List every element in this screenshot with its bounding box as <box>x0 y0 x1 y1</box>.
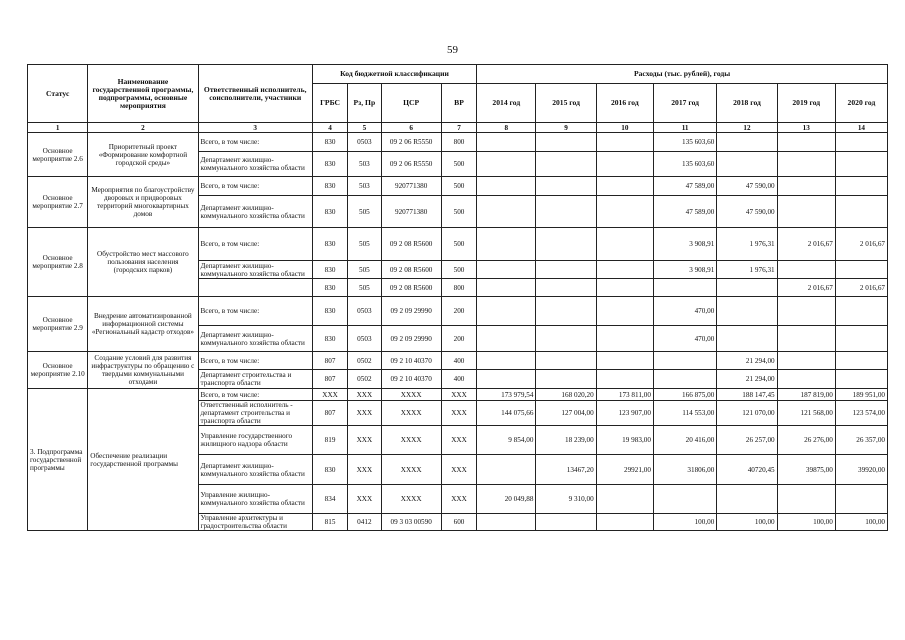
grbs-cell: 830 <box>312 455 347 485</box>
amount-cell <box>596 370 653 389</box>
amount-cell <box>536 261 596 279</box>
rzpr-cell: XXX <box>348 485 381 514</box>
executor-cell: Департамент жилищно-коммунального хозяйства области <box>198 326 312 352</box>
amount-cell <box>653 370 716 389</box>
header-code-col: ГРБС <box>312 84 347 123</box>
amount-cell: 21 294,00 <box>717 370 777 389</box>
amount-cell: 188 147,45 <box>717 389 777 401</box>
program-name-cell: Мероприятия по благоустройству дворовых и придворовых территорий многоквартирных домов <box>88 177 198 228</box>
amount-cell: 100,00 <box>653 514 716 531</box>
column-number: 13 <box>777 123 835 133</box>
amount-cell <box>835 297 887 326</box>
amount-cell: 3 908,91 <box>653 261 716 279</box>
grbs-cell: 834 <box>312 485 347 514</box>
amount-cell: 173 979,54 <box>477 389 536 401</box>
header-code-col: ЦСР <box>381 84 441 123</box>
amount-cell: 166 875,00 <box>653 389 716 401</box>
amount-cell <box>536 279 596 297</box>
amount-cell: 121 070,00 <box>717 401 777 426</box>
table-header <box>28 65 888 133</box>
csr-cell: XXXX <box>381 426 441 455</box>
csr-cell: 09 2 10 40370 <box>381 352 441 370</box>
column-number: 8 <box>477 123 536 133</box>
amount-cell: 39920,00 <box>835 455 887 485</box>
amount-cell: 26 357,00 <box>835 426 887 455</box>
program-name-cell: Приоритетный проект «Формирование комфортной городской среды» <box>88 133 198 177</box>
amount-cell <box>536 297 596 326</box>
csr-cell: 920771380 <box>381 196 441 228</box>
amount-cell <box>477 261 536 279</box>
amount-cell: 2 016,67 <box>777 279 835 297</box>
amount-cell: 26 257,00 <box>717 426 777 455</box>
amount-cell <box>596 261 653 279</box>
amount-cell <box>653 352 716 370</box>
column-number: 10 <box>596 123 653 133</box>
header-budget-code: Код бюджетной классификации <box>312 65 476 84</box>
csr-cell: 09 2 10 40370 <box>381 370 441 389</box>
vr-cell: 800 <box>441 279 476 297</box>
grbs-cell: 830 <box>312 196 347 228</box>
csr-cell: 09 2 08 R5600 <box>381 228 441 261</box>
amount-cell <box>717 297 777 326</box>
vr-cell: XXX <box>441 455 476 485</box>
amount-cell <box>835 485 887 514</box>
amount-cell <box>835 261 887 279</box>
amount-cell: 1 976,31 <box>717 261 777 279</box>
amount-cell <box>835 133 887 152</box>
amount-cell: 100,00 <box>835 514 887 531</box>
amount-cell <box>653 485 716 514</box>
amount-cell: 26 276,00 <box>777 426 835 455</box>
amount-cell <box>477 133 536 152</box>
amount-cell <box>777 297 835 326</box>
rzpr-cell: 0503 <box>348 326 381 352</box>
rzpr-cell: XXX <box>348 426 381 455</box>
column-number: 11 <box>653 123 716 133</box>
amount-cell: 2 016,67 <box>835 279 887 297</box>
table-body <box>28 133 888 531</box>
amount-cell <box>536 228 596 261</box>
table-row <box>28 389 888 401</box>
program-name-cell: Внедрение автоматизированной информационной системы «Региональный кадастр отходов» <box>88 297 198 352</box>
amount-cell <box>477 352 536 370</box>
grbs-cell: 807 <box>312 370 347 389</box>
grbs-cell: 830 <box>312 261 347 279</box>
rzpr-cell: XXX <box>348 401 381 426</box>
amount-cell <box>777 152 835 177</box>
grbs-cell: XXX <box>312 389 347 401</box>
header-code-col: ВР <box>441 84 476 123</box>
executor-cell: Всего, в том числе: <box>198 228 312 261</box>
header-executor: Ответственный исполнитель, соисполнители, участники <box>198 65 312 123</box>
budget-table <box>27 64 888 531</box>
grbs-cell: 830 <box>312 228 347 261</box>
status-cell: Основное мероприятие 2.7 <box>28 177 88 228</box>
executor-cell: Всего, в том числе: <box>198 352 312 370</box>
vr-cell: XXX <box>441 389 476 401</box>
amount-cell <box>596 326 653 352</box>
column-number: 12 <box>717 123 777 133</box>
table-row <box>28 133 888 152</box>
rzpr-cell: 505 <box>348 196 381 228</box>
amount-cell <box>777 370 835 389</box>
amount-cell: 18 239,00 <box>536 426 596 455</box>
amount-cell: 31806,00 <box>653 455 716 485</box>
page-number: 59 <box>447 44 458 56</box>
executor-cell: Департамент жилищно-коммунального хозяйства области <box>198 196 312 228</box>
header-year: 2017 год <box>653 84 716 123</box>
column-number-row <box>28 123 888 133</box>
executor-cell: Департамент строительства и транспорта области <box>198 370 312 389</box>
amount-cell: 144 075,66 <box>477 401 536 426</box>
csr-cell: XXXX <box>381 401 441 426</box>
csr-cell: 09 2 06 R5550 <box>381 133 441 152</box>
vr-cell: 500 <box>441 177 476 196</box>
amount-cell: 1 976,31 <box>717 228 777 261</box>
rzpr-cell: 505 <box>348 228 381 261</box>
rzpr-cell: 0412 <box>348 514 381 531</box>
column-number: 1 <box>28 123 88 133</box>
amount-cell <box>717 485 777 514</box>
rzpr-cell: 0503 <box>348 133 381 152</box>
amount-cell <box>835 177 887 196</box>
executor-cell: Управление государственного жилищного надзора области <box>198 426 312 455</box>
vr-cell: 500 <box>441 196 476 228</box>
executor-cell: Департамент жилищно-коммунального хозяйства области <box>198 455 312 485</box>
grbs-cell: 830 <box>312 297 347 326</box>
csr-cell: 09 2 09 29990 <box>381 326 441 352</box>
grbs-cell: 830 <box>312 326 347 352</box>
amount-cell: 168 020,20 <box>536 389 596 401</box>
table-row <box>28 177 888 196</box>
executor-cell: Всего, в том числе: <box>198 177 312 196</box>
csr-cell: 09 3 03 00590 <box>381 514 441 531</box>
csr-cell: XXXX <box>381 455 441 485</box>
amount-cell: 135 603,60 <box>653 133 716 152</box>
csr-cell: 09 2 08 R5600 <box>381 279 441 297</box>
amount-cell: 123 574,00 <box>835 401 887 426</box>
amount-cell <box>596 196 653 228</box>
grbs-cell: 807 <box>312 401 347 426</box>
amount-cell <box>596 133 653 152</box>
header-code-col: Рз, Пр <box>348 84 381 123</box>
amount-cell <box>477 297 536 326</box>
amount-cell: 39875,00 <box>777 455 835 485</box>
executor-cell: Департамент жилищно-коммунального хозяйства области <box>198 152 312 177</box>
executor-cell: Ответственный исполнитель - департамент строительства и транспорта области <box>198 401 312 426</box>
amount-cell <box>777 133 835 152</box>
amount-cell <box>835 370 887 389</box>
vr-cell: 500 <box>441 152 476 177</box>
column-number: 6 <box>381 123 441 133</box>
column-number: 5 <box>348 123 381 133</box>
status-cell: Основное мероприятие 2.8 <box>28 228 88 297</box>
header-year: 2020 год <box>835 84 887 123</box>
vr-cell: XXX <box>441 485 476 514</box>
executor-cell: Всего, в том числе: <box>198 297 312 326</box>
csr-cell: 920771380 <box>381 177 441 196</box>
amount-cell <box>596 279 653 297</box>
amount-cell <box>596 297 653 326</box>
amount-cell <box>835 196 887 228</box>
status-cell: Основное мероприятие 2.9 <box>28 297 88 352</box>
header-year: 2016 год <box>596 84 653 123</box>
column-number: 14 <box>835 123 887 133</box>
rzpr-cell: 505 <box>348 261 381 279</box>
column-number: 2 <box>88 123 198 133</box>
csr-cell: 09 2 08 R5600 <box>381 261 441 279</box>
table-row <box>28 352 888 370</box>
amount-cell: 2 016,67 <box>777 228 835 261</box>
csr-cell: XXXX <box>381 389 441 401</box>
amount-cell: 173 811,00 <box>596 389 653 401</box>
amount-cell <box>477 228 536 261</box>
rzpr-cell: 503 <box>348 152 381 177</box>
amount-cell: 135 603,60 <box>653 152 716 177</box>
amount-cell: 29921,00 <box>596 455 653 485</box>
amount-cell <box>477 279 536 297</box>
grbs-cell: 830 <box>312 279 347 297</box>
amount-cell <box>477 152 536 177</box>
amount-cell <box>835 352 887 370</box>
amount-cell <box>596 228 653 261</box>
amount-cell <box>777 196 835 228</box>
executor-cell: Управление жилищно-коммунального хозяйства области <box>198 485 312 514</box>
program-name-cell: Обустройство мест массового пользования населения (городских парков) <box>88 228 198 297</box>
column-number: 3 <box>198 123 312 133</box>
vr-cell: 600 <box>441 514 476 531</box>
amount-cell <box>536 326 596 352</box>
amount-cell <box>717 133 777 152</box>
amount-cell <box>835 326 887 352</box>
amount-cell: 47 590,00 <box>717 177 777 196</box>
amount-cell <box>536 133 596 152</box>
header-year: 2019 год <box>777 84 835 123</box>
csr-cell: 09 2 06 R5550 <box>381 152 441 177</box>
executor-cell <box>198 279 312 297</box>
amount-cell: 2 016,67 <box>835 228 887 261</box>
amount-cell <box>477 326 536 352</box>
amount-cell <box>477 514 536 531</box>
column-number: 9 <box>536 123 596 133</box>
amount-cell <box>536 514 596 531</box>
amount-cell <box>477 177 536 196</box>
amount-cell <box>596 177 653 196</box>
status-cell: Основное мероприятие 2.10 <box>28 352 88 389</box>
amount-cell <box>536 352 596 370</box>
amount-cell <box>596 485 653 514</box>
amount-cell: 20 049,88 <box>477 485 536 514</box>
header-year: 2015 год <box>536 84 596 123</box>
grbs-cell: 830 <box>312 177 347 196</box>
status-cell: Основное мероприятие 2.6 <box>28 133 88 177</box>
header-status: Статус <box>28 65 88 123</box>
amount-cell: 121 568,00 <box>777 401 835 426</box>
amount-cell: 9 854,00 <box>477 426 536 455</box>
amount-cell <box>777 261 835 279</box>
amount-cell <box>777 177 835 196</box>
amount-cell: 21 294,00 <box>717 352 777 370</box>
program-name-cell: Обеспечение реализации государственной программы <box>88 389 198 531</box>
amount-cell <box>653 279 716 297</box>
grbs-cell: 830 <box>312 133 347 152</box>
amount-cell: 114 553,00 <box>653 401 716 426</box>
amount-cell <box>536 177 596 196</box>
rzpr-cell: 0502 <box>348 370 381 389</box>
amount-cell: 47 590,00 <box>717 196 777 228</box>
vr-cell: 400 <box>441 370 476 389</box>
column-number: 4 <box>312 123 347 133</box>
header-year: 2018 год <box>717 84 777 123</box>
amount-cell: 47 589,00 <box>653 196 716 228</box>
amount-cell: 187 819,00 <box>777 389 835 401</box>
amount-cell <box>536 152 596 177</box>
table-row <box>28 228 888 261</box>
amount-cell: 13467,20 <box>536 455 596 485</box>
amount-cell <box>477 196 536 228</box>
program-name-cell: Создание условий для развития инфраструктуры по обращению с твердыми коммунальными отходами <box>88 352 198 389</box>
status-cell: 3. Подпрограмма государственной программы <box>28 389 88 531</box>
vr-cell: XXX <box>441 401 476 426</box>
amount-cell: 100,00 <box>717 514 777 531</box>
amount-cell: 127 004,00 <box>536 401 596 426</box>
amount-cell <box>717 152 777 177</box>
vr-cell: 200 <box>441 326 476 352</box>
header-program-name: Наименование государственной программы, подпрограммы, основные мероприятия <box>88 65 198 123</box>
vr-cell: 500 <box>441 228 476 261</box>
amount-cell: 100,00 <box>777 514 835 531</box>
amount-cell <box>717 326 777 352</box>
amount-cell <box>777 326 835 352</box>
amount-cell: 189 951,00 <box>835 389 887 401</box>
rzpr-cell: 0502 <box>348 352 381 370</box>
amount-cell: 40720,45 <box>717 455 777 485</box>
rzpr-cell: 503 <box>348 177 381 196</box>
amount-cell: 19 983,00 <box>596 426 653 455</box>
amount-cell <box>536 370 596 389</box>
executor-cell: Всего, в том числе: <box>198 133 312 152</box>
column-number: 7 <box>441 123 476 133</box>
amount-cell <box>596 514 653 531</box>
header-expenses: Расходы (тыс. рублей), годы <box>477 65 888 84</box>
amount-cell <box>596 352 653 370</box>
amount-cell: 9 310,00 <box>536 485 596 514</box>
amount-cell <box>777 352 835 370</box>
amount-cell <box>536 196 596 228</box>
vr-cell: 400 <box>441 352 476 370</box>
amount-cell: 3 908,91 <box>653 228 716 261</box>
rzpr-cell: XXX <box>348 455 381 485</box>
vr-cell: 500 <box>441 261 476 279</box>
amount-cell <box>835 152 887 177</box>
amount-cell <box>477 370 536 389</box>
amount-cell <box>596 152 653 177</box>
grbs-cell: 815 <box>312 514 347 531</box>
amount-cell: 470,00 <box>653 297 716 326</box>
amount-cell: 20 416,00 <box>653 426 716 455</box>
rzpr-cell: 0503 <box>348 297 381 326</box>
amount-cell: 470,00 <box>653 326 716 352</box>
grbs-cell: 819 <box>312 426 347 455</box>
rzpr-cell: XXX <box>348 389 381 401</box>
header-year: 2014 год <box>477 84 536 123</box>
vr-cell: 200 <box>441 297 476 326</box>
executor-cell: Департамент жилищно-коммунального хозяйства области <box>198 261 312 279</box>
vr-cell: XXX <box>441 426 476 455</box>
amount-cell <box>477 455 536 485</box>
grbs-cell: 830 <box>312 152 347 177</box>
executor-cell: Управление архитектуры и градостроительства области <box>198 514 312 531</box>
amount-cell <box>717 279 777 297</box>
amount-cell: 47 589,00 <box>653 177 716 196</box>
grbs-cell: 807 <box>312 352 347 370</box>
csr-cell: XXXX <box>381 485 441 514</box>
csr-cell: 09 2 09 29990 <box>381 297 441 326</box>
executor-cell: Всего, в том числе: <box>198 389 312 401</box>
amount-cell: 123 907,00 <box>596 401 653 426</box>
amount-cell <box>777 485 835 514</box>
table-row <box>28 297 888 326</box>
vr-cell: 800 <box>441 133 476 152</box>
rzpr-cell: 505 <box>348 279 381 297</box>
